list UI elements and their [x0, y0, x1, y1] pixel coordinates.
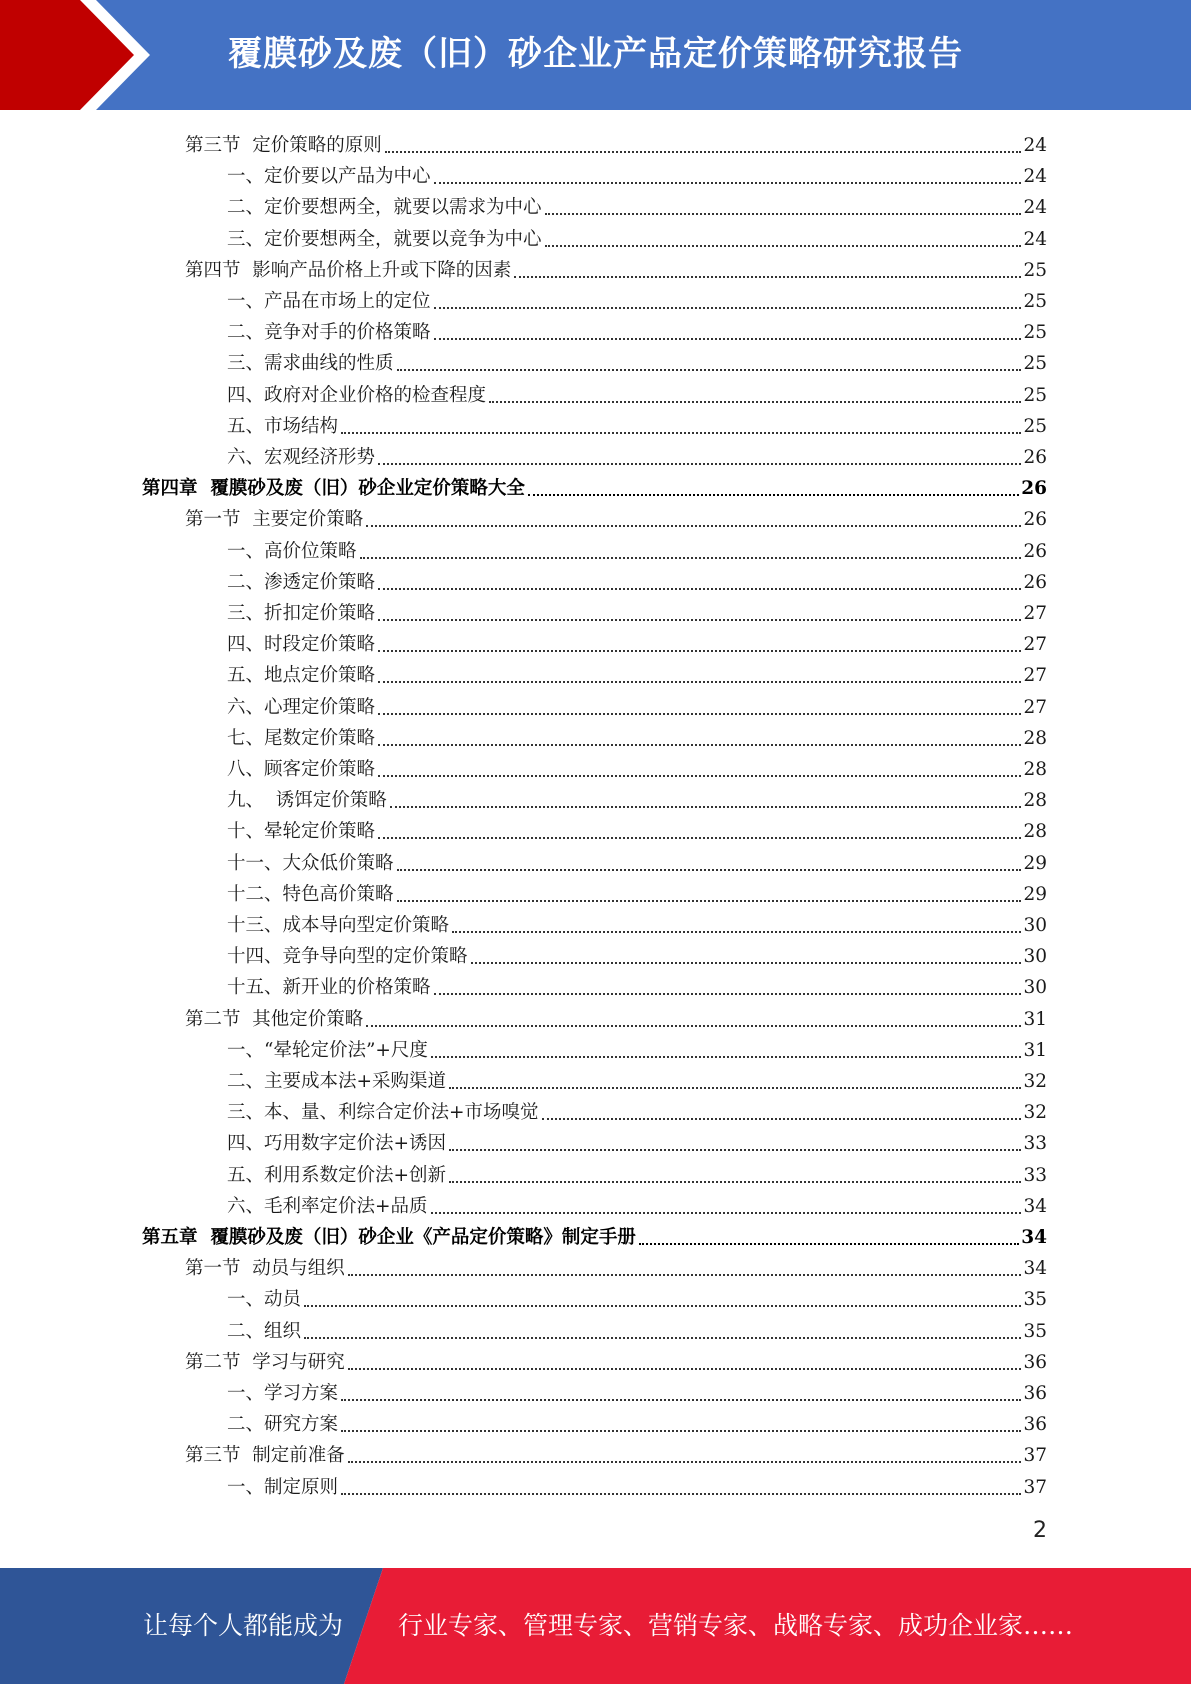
toc-item-row[interactable] [227, 189, 1047, 220]
toc-dot-leader [341, 1493, 1021, 1495]
toc-item-row[interactable] [227, 408, 1047, 439]
toc-dot-leader [378, 650, 1021, 652]
toc-entry-label: 二、渗透定价策略 [227, 571, 376, 593]
toc-entry-page: 26 [1023, 447, 1047, 468]
toc-entry-page: 25 [1023, 384, 1047, 406]
toc-dot-leader [545, 245, 1022, 247]
toc-dot-leader [304, 1337, 1021, 1339]
toc-item-row[interactable] [227, 345, 1047, 376]
toc-entry-label: 六、毛利率定价法+品质 [227, 1195, 428, 1217]
toc-entry-label: 二、定价要想两全，就要以需求为中心 [227, 197, 542, 219]
toc-entry-label: 第三节 制定前准备 [185, 1445, 345, 1467]
toc-dot-leader [431, 1056, 1022, 1058]
toc-entry-page: 31 [1023, 1039, 1047, 1061]
toc-entry-page: 34 [1023, 1195, 1047, 1217]
toc-entry-page: 36 [1023, 1351, 1047, 1373]
toc-dot-leader [545, 213, 1022, 215]
toc-entry-page: 35 [1023, 1289, 1047, 1311]
toc-dot-leader [397, 869, 1022, 871]
toc-dot-leader [390, 806, 1022, 808]
toc-dot-leader [378, 744, 1021, 746]
toc-entry-page: 36 [1023, 1414, 1047, 1436]
toc-entry-label: 第三节 定价策略的原则 [185, 135, 382, 156]
toc-section-row[interactable] [185, 1437, 1047, 1468]
toc-entry-page: 37 [1023, 1445, 1047, 1467]
toc-item-row[interactable] [227, 1125, 1047, 1156]
toc-dot-leader [378, 837, 1021, 839]
toc-entry-label: 四、政府对企业价格的检查程度 [227, 384, 487, 406]
toc-entry-label: 第四节 影响产品价格上升或下降的因素 [185, 259, 512, 281]
toc-dot-leader [449, 1087, 1021, 1089]
toc-entry-label: 六、宏观经济形势 [227, 447, 376, 468]
toc-entry-page: 27 [1023, 634, 1047, 656]
toc-dot-leader [434, 993, 1022, 995]
toc-section-row[interactable] [185, 127, 1047, 158]
toc-dot-leader [366, 525, 1021, 527]
toc-entry-page: 24 [1023, 228, 1047, 250]
toc-entry-label: 十一、大众低价策略 [227, 852, 394, 874]
toc-entry-page: 29 [1023, 852, 1047, 874]
toc-entry-label: 四、巧用数字定价法+诱因 [227, 1133, 447, 1155]
toc-entry-label: 一、产品在市场上的定位 [227, 291, 431, 312]
toc-dot-leader [341, 1430, 1021, 1432]
toc-entry-label: 五、地点定价策略 [227, 665, 376, 687]
toc-dot-leader [378, 775, 1021, 777]
toc-section-row[interactable] [185, 1250, 1047, 1281]
toc-item-row[interactable] [227, 751, 1047, 782]
toc-entry-page: 25 [1023, 415, 1047, 437]
toc-item-row[interactable] [227, 1406, 1047, 1437]
toc-entry-page: 28 [1023, 821, 1047, 843]
toc-entry-page: 31 [1023, 1008, 1047, 1030]
toc-entry-label: 三、定价要想两全，就要以竞争为中心 [227, 228, 542, 250]
toc-item-row[interactable] [227, 1094, 1047, 1125]
toc-dot-leader [431, 1212, 1022, 1214]
toc-entry-label: 五、市场结构 [227, 415, 339, 437]
toc-item-row[interactable] [227, 533, 1047, 564]
toc-entry-label: 三、需求曲线的性质 [227, 353, 394, 375]
toc-item-row[interactable] [227, 1063, 1047, 1094]
toc-dot-leader [434, 182, 1022, 184]
toc-entry-label: 十、晕轮定价策略 [227, 821, 376, 843]
toc-entry-label: 三、折扣定价策略 [227, 603, 376, 624]
toc-item-row[interactable] [227, 813, 1047, 844]
toc-chapter-row[interactable] [142, 470, 1047, 501]
toc-item-row[interactable] [227, 1032, 1047, 1063]
toc-dot-leader [360, 557, 1022, 559]
toc-entry-page: 24 [1023, 135, 1047, 156]
toc-dot-leader [542, 1118, 1022, 1120]
toc-item-row[interactable] [227, 595, 1047, 626]
toc-item-row[interactable] [227, 158, 1047, 189]
toc-entry-label: 一、高价位策略 [227, 540, 357, 562]
toc-entry-page: 28 [1023, 727, 1047, 749]
toc-entry-page: 30 [1023, 915, 1047, 936]
toc-entry-label: 第四章 覆膜砂及废（旧）砂企业定价策略大全 [142, 478, 525, 500]
toc-entry-label: 第五章 覆膜砂及废（旧）砂企业《产品定价策略》制定手册 [142, 1227, 636, 1248]
toc-dot-leader [378, 681, 1021, 683]
toc-dot-leader [348, 1274, 1022, 1276]
toc-dot-leader [514, 276, 1021, 278]
footer-slogan-right: 行业专家、管理专家、营销专家、战略专家、成功企业家…… [398, 1611, 1074, 1640]
toc-section-row[interactable] [185, 1001, 1047, 1032]
toc-item-row[interactable] [227, 1157, 1047, 1188]
toc-entry-page: 28 [1023, 790, 1047, 812]
toc-dot-leader [471, 962, 1022, 964]
toc-entry-page: 25 [1023, 259, 1047, 281]
toc-entry-page: 32 [1023, 1071, 1047, 1092]
toc-item-row[interactable] [227, 1281, 1047, 1312]
toc-entry-label: 一、“晕轮定价法”+尺度 [227, 1039, 428, 1061]
toc-entry-page: 27 [1023, 696, 1047, 718]
toc-entry-page: 34 [1021, 1227, 1047, 1248]
toc-entry-label: 十二、特色高价策略 [227, 883, 394, 905]
toc-dot-leader [452, 931, 1021, 933]
toc-dot-leader [639, 1243, 1019, 1245]
toc-entry-label: 第二节 学习与研究 [185, 1351, 345, 1373]
toc-entry-page: 36 [1023, 1383, 1047, 1404]
toc-entry-label: 三、本、量、利综合定价法+市场嗅觉 [227, 1102, 539, 1124]
toc-dot-leader [385, 151, 1022, 153]
toc-dot-leader [397, 369, 1022, 371]
toc-item-row[interactable] [227, 876, 1047, 907]
toc-item-row[interactable] [227, 969, 1047, 1000]
toc-entry-page: 25 [1023, 291, 1047, 312]
toc-dot-leader [378, 588, 1021, 590]
toc-entry-label: 六、心理定价策略 [227, 696, 376, 718]
toc-entry-page: 26 [1021, 478, 1047, 500]
toc-entry-page: 26 [1023, 509, 1047, 531]
toc-dot-leader [366, 1025, 1021, 1027]
toc-entry-label: 二、研究方案 [227, 1414, 339, 1436]
toc-entry-label: 二、竞争对手的价格策略 [227, 322, 431, 344]
toc-item-row[interactable] [227, 1188, 1047, 1219]
page-footer [0, 1568, 1191, 1684]
toc-entry-page: 25 [1023, 353, 1047, 375]
header-arrow-decoration [0, 0, 170, 110]
toc-entry-label: 五、利用系数定价法+创新 [227, 1164, 447, 1186]
toc-chapter-row[interactable] [142, 1219, 1047, 1250]
toc-item-row[interactable] [227, 938, 1047, 969]
toc-dot-leader [449, 1181, 1021, 1183]
toc-dot-leader [434, 307, 1022, 309]
toc-item-row[interactable] [227, 907, 1047, 938]
page-header [0, 0, 1191, 110]
toc-dot-leader [528, 494, 1019, 496]
toc-dot-leader [489, 401, 1021, 403]
toc-dot-leader [341, 1399, 1021, 1401]
toc-dot-leader [449, 1149, 1021, 1151]
toc-entry-page: 25 [1023, 322, 1047, 344]
toc-entry-page: 27 [1023, 603, 1047, 624]
toc-dot-leader [397, 900, 1022, 902]
toc-entry-label: 十四、竞争导向型的定价策略 [227, 946, 468, 968]
toc-entry-label: 十三、成本导向型定价策略 [227, 915, 450, 936]
toc-item-row[interactable] [227, 221, 1047, 252]
toc-entry-page: 35 [1023, 1320, 1047, 1342]
toc-entry-page: 32 [1023, 1102, 1047, 1124]
toc-entry-label: 一、动员 [227, 1289, 302, 1311]
toc-entry-page: 28 [1023, 759, 1047, 780]
toc-entry-label: 第一节 主要定价策略 [185, 509, 364, 531]
toc-entry-label: 第一节 动员与组织 [185, 1258, 345, 1280]
toc-item-row[interactable] [227, 626, 1047, 657]
toc-section-row[interactable] [185, 1344, 1047, 1375]
toc-entry-label: 十五、新开业的价格策略 [227, 977, 431, 999]
toc-dot-leader [378, 713, 1021, 715]
toc-item-row[interactable] [227, 1469, 1047, 1500]
toc-entry-page: 34 [1023, 1258, 1047, 1280]
toc-entry-label: 八、顾客定价策略 [227, 759, 376, 780]
toc-entry-label: 一、学习方案 [227, 1383, 339, 1404]
toc-dot-leader [378, 463, 1021, 465]
toc-entry-label: 四、时段定价策略 [227, 634, 376, 656]
toc-entry-page: 27 [1023, 665, 1047, 687]
toc-entry-page: 30 [1023, 946, 1047, 968]
toc-entry-page: 24 [1023, 166, 1047, 188]
toc-entry-label: 一、制定原则 [227, 1476, 339, 1498]
toc-item-row[interactable] [227, 377, 1047, 408]
toc-item-row[interactable] [227, 1313, 1047, 1344]
toc-entry-label: 二、主要成本法+采购渠道 [227, 1071, 447, 1092]
toc-entry-label: 九、 诱饵定价策略 [227, 790, 387, 812]
toc-item-row[interactable] [227, 720, 1047, 751]
toc-dot-leader [378, 619, 1021, 621]
toc-item-row[interactable] [227, 689, 1047, 720]
toc-dot-leader [304, 1305, 1021, 1307]
toc-entry-label: 二、组织 [227, 1320, 302, 1342]
toc-item-row[interactable] [227, 1375, 1047, 1406]
toc-item-row[interactable] [227, 439, 1047, 470]
toc-dot-leader [434, 338, 1022, 340]
toc-entry-page: 24 [1023, 197, 1047, 219]
toc-item-row[interactable] [227, 845, 1047, 876]
toc-item-row[interactable] [227, 564, 1047, 595]
toc-item-row[interactable] [227, 657, 1047, 688]
toc-item-row[interactable] [227, 782, 1047, 813]
toc-entry-page: 26 [1023, 540, 1047, 562]
report-title: 覆膜砂及废（旧）砂企业产品定价策略研究报告 [228, 34, 963, 74]
toc-entry-label: 七、尾数定价策略 [227, 727, 376, 749]
toc-dot-leader [341, 432, 1021, 434]
toc-section-row[interactable] [185, 501, 1047, 532]
footer-slogan-left: 让每个人都能成为 [143, 1611, 344, 1640]
page-number: 2 [1033, 1518, 1047, 1543]
toc-entry-page: 30 [1023, 977, 1047, 999]
toc-dot-leader [348, 1461, 1022, 1463]
toc-entry-page: 37 [1023, 1476, 1047, 1498]
toc-entry-page: 26 [1023, 571, 1047, 593]
toc-entry-page: 29 [1023, 883, 1047, 905]
toc-entry-label: 一、定价要以产品为中心 [227, 166, 431, 188]
toc-section-row[interactable] [185, 252, 1047, 283]
toc-item-row[interactable] [227, 283, 1047, 314]
toc-dot-leader [348, 1368, 1022, 1370]
toc-item-row[interactable] [227, 314, 1047, 345]
toc-entry-page: 33 [1023, 1133, 1047, 1155]
toc-entry-page: 33 [1023, 1164, 1047, 1186]
toc-entry-label: 第二节 其他定价策略 [185, 1008, 364, 1030]
